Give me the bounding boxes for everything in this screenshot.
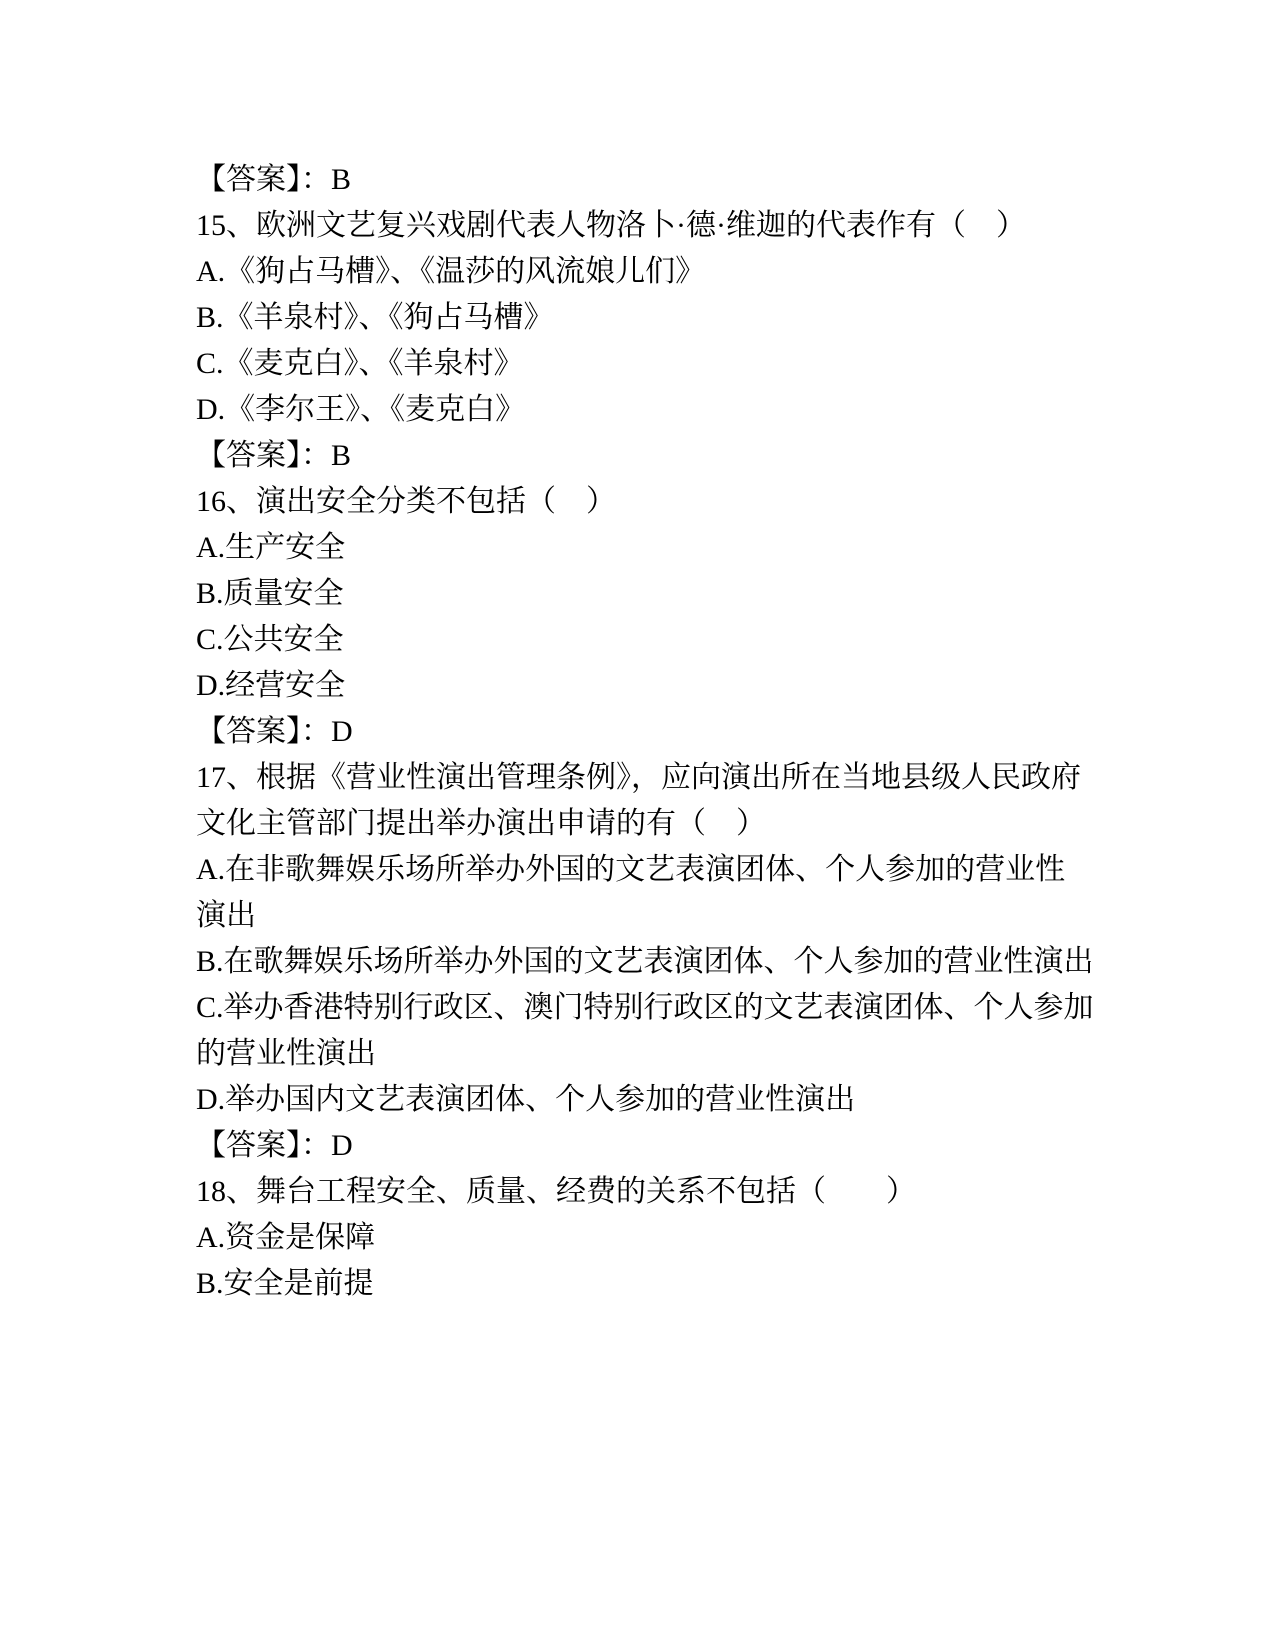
question-option: D.《李尔王》、《麦克白》 xyxy=(196,393,526,426)
question-option: D.经营安全 xyxy=(196,669,346,702)
question-option: C.《麦克白》、《羊泉村》 xyxy=(196,347,524,380)
answer-line: 【答案】：B xyxy=(196,163,352,196)
question-option: A.资金是保障 xyxy=(196,1221,376,1254)
question-option: A.生产安全 xyxy=(196,531,346,564)
answer-line: 【答案】：D xyxy=(196,715,353,748)
question-title: 18、舞台工程安全、质量、经费的关系不包括（ ） xyxy=(196,1175,916,1208)
question-option: B.《羊泉村》、《狗占马槽》 xyxy=(196,301,554,334)
question-block-15 xyxy=(196,203,1094,433)
question-title: 17、根据《营业性演出管理条例》，应向演出所在当地县级人民政府文化主管部门提出举办演出申请的有（ ） xyxy=(196,761,1081,840)
answer-line: 【答案】：D xyxy=(196,1129,353,1162)
question-title: 15、欧洲文艺复兴戏剧代表人物洛卜·德·维迦的代表作有（ ） xyxy=(196,209,1026,242)
question-option: A.在非歌舞娱乐场所举办外国的文艺表演团体、个人参加的营业性演出 xyxy=(196,853,1066,932)
question-option: A.《狗占马槽》、《温莎的风流娘儿们》 xyxy=(196,255,706,288)
question-block-18 xyxy=(196,1169,1094,1307)
answer-line: 【答案】：B xyxy=(196,439,352,472)
question-option: D.举办国内文艺表演团体、个人参加的营业性演出 xyxy=(196,1083,856,1116)
question-option: C.举办香港特别行政区、澳门特别行政区的文艺表演团体、个人参加的营业性演出 xyxy=(196,991,1094,1070)
question-option: B.安全是前提 xyxy=(196,1267,374,1300)
question-option: B.质量安全 xyxy=(196,577,344,610)
question-option: C.公共安全 xyxy=(196,623,344,656)
question-title: 16、演出安全分类不包括（ ） xyxy=(196,485,616,518)
exam-content xyxy=(196,0,1094,1307)
question-option: B.在歌舞娱乐场所举办外国的文艺表演团体、个人参加的营业性演出 xyxy=(196,945,1094,978)
question-block-17 xyxy=(196,755,1094,1123)
question-block-16 xyxy=(196,479,1094,709)
